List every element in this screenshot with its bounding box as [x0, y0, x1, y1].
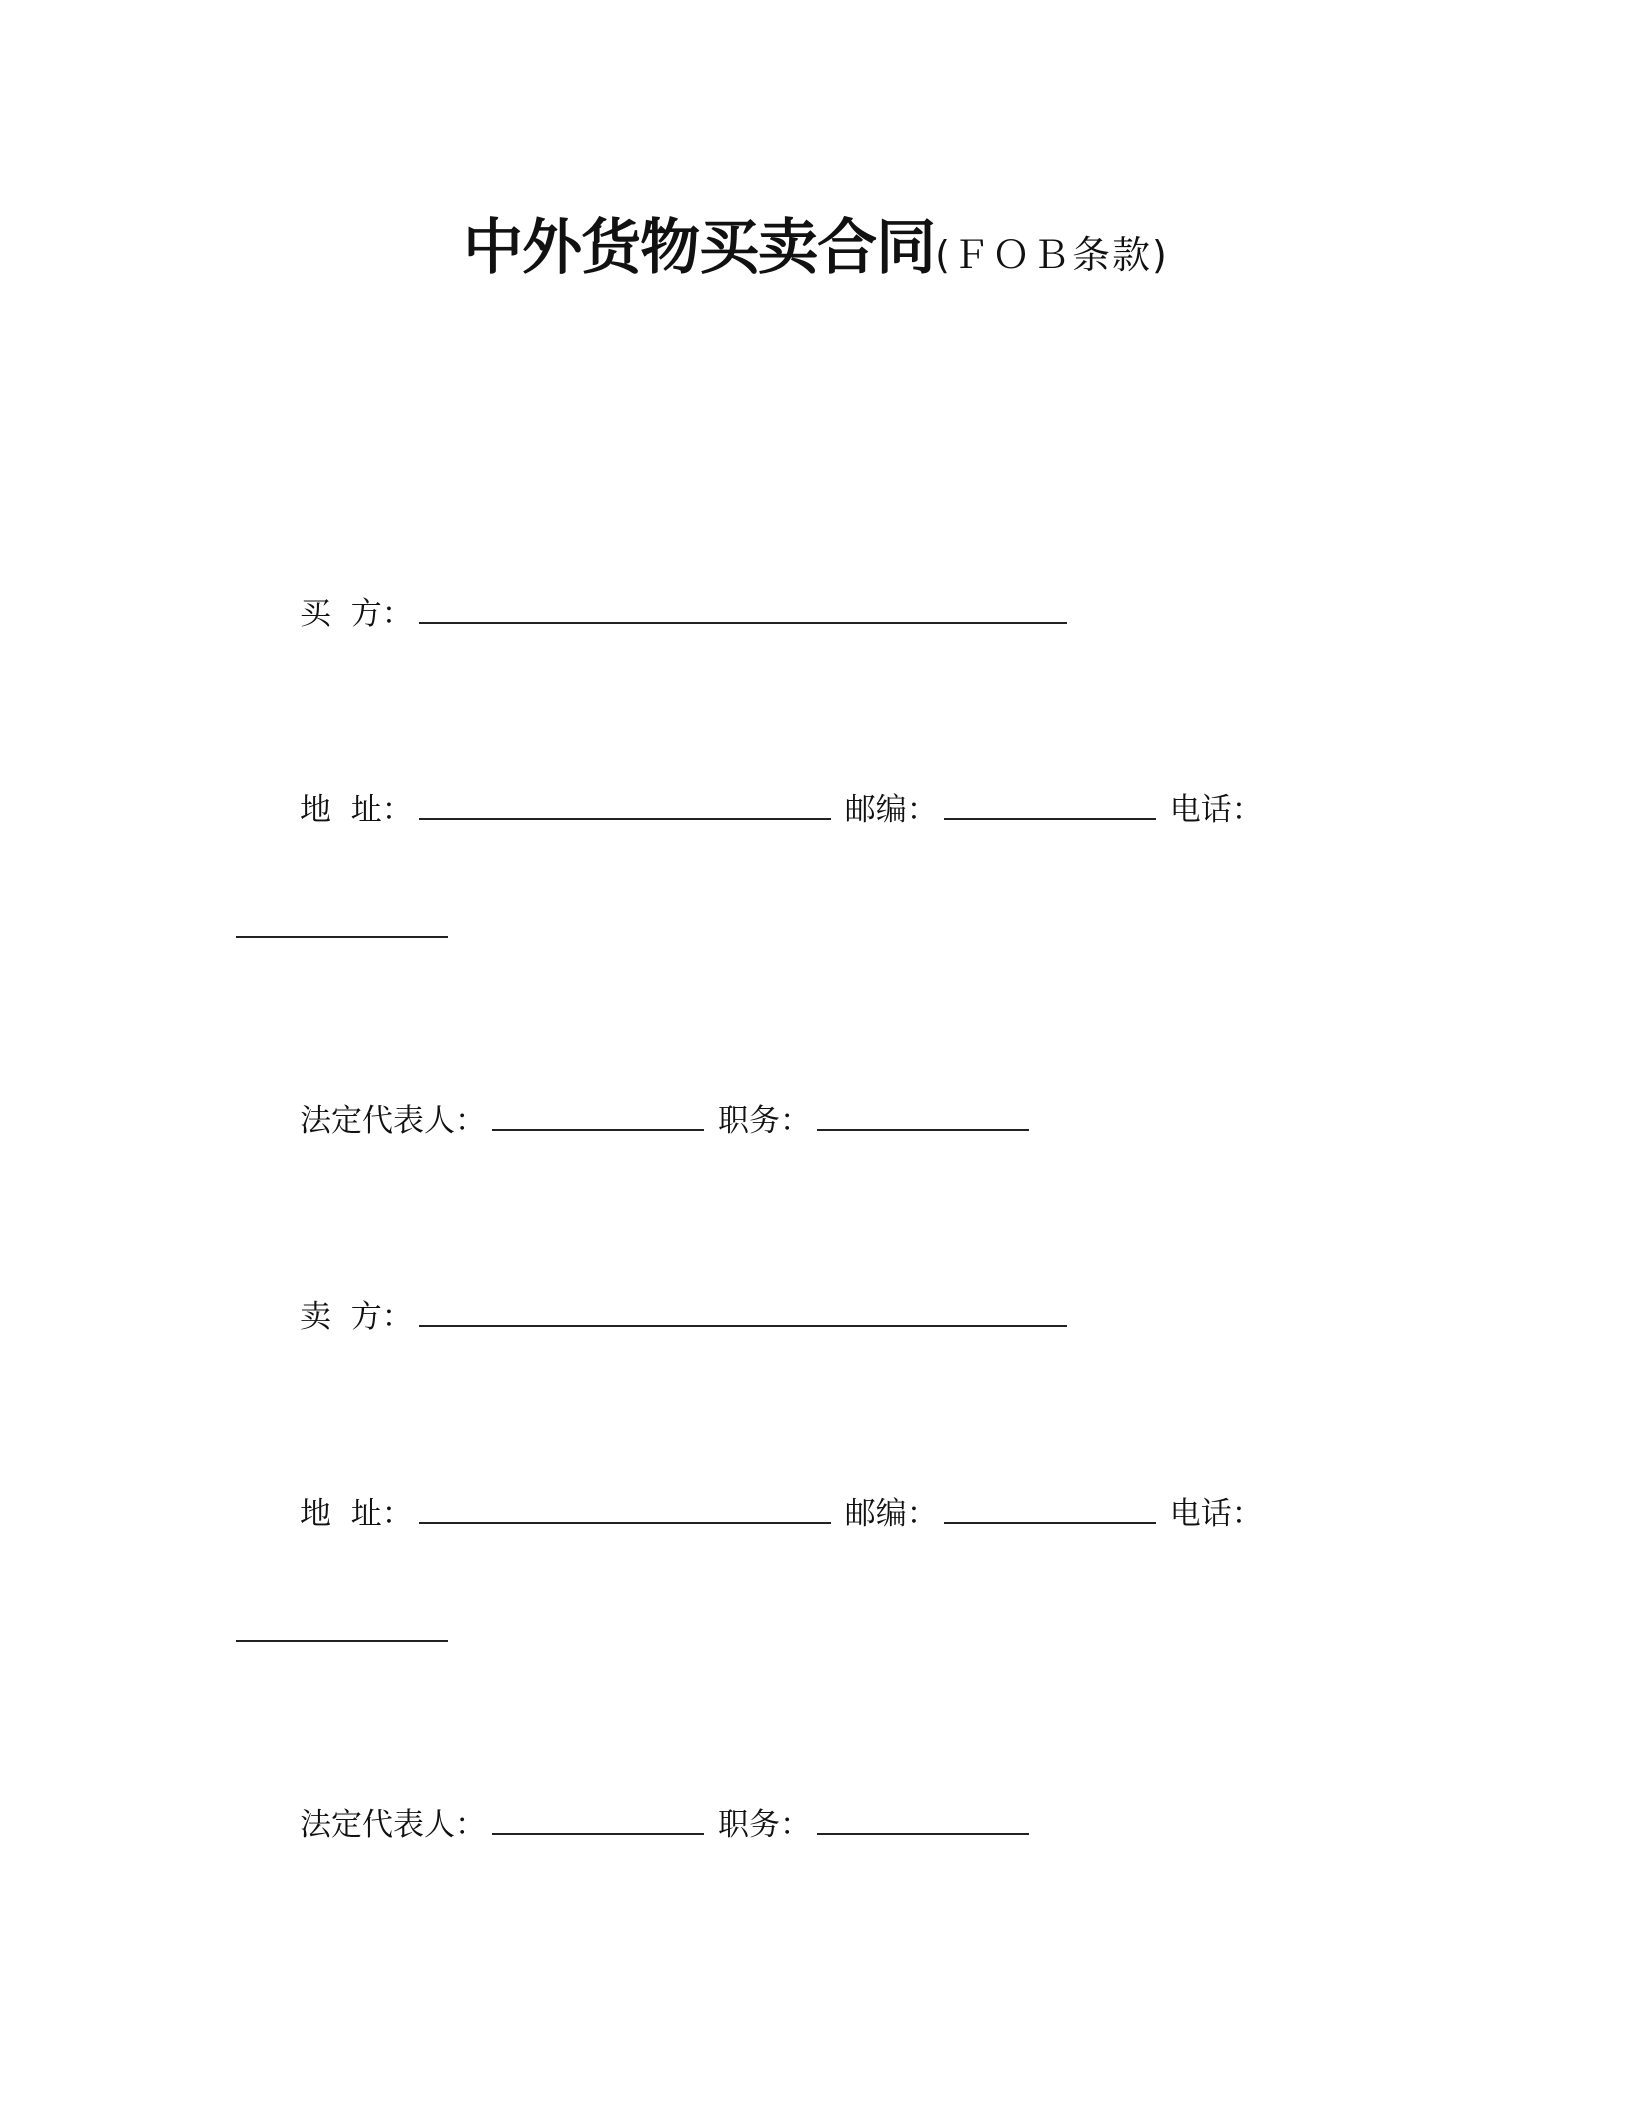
- seller-phone-blank[interactable]: [236, 1610, 448, 1642]
- seller-name-label: 卖 方：: [300, 1299, 413, 1335]
- seller-postcode-blank[interactable]: [944, 1492, 1156, 1524]
- buyer-address-line: [300, 788, 1263, 830]
- buyer-name-line: [300, 592, 1081, 634]
- buyer-position-label: 职务：: [718, 1103, 811, 1139]
- buyer-postcode-blank[interactable]: [944, 788, 1156, 820]
- seller-representative-line: [300, 1803, 1043, 1845]
- seller-address-blank[interactable]: [419, 1492, 831, 1524]
- seller-phone-label: 电话：: [1169, 1496, 1263, 1532]
- title-sub: (ＦＯＢ条款): [935, 233, 1169, 277]
- buyer-name-blank[interactable]: [419, 592, 1067, 624]
- buyer-postcode-label: 邮编：: [844, 792, 938, 828]
- seller-position-blank[interactable]: [817, 1803, 1029, 1835]
- buyer-name-label: 买 方：: [300, 596, 413, 632]
- seller-representative-blank[interactable]: [492, 1803, 704, 1835]
- seller-address-line: [300, 1492, 1263, 1534]
- seller-postcode-label: 邮编：: [844, 1496, 938, 1532]
- buyer-phone-blank[interactable]: [236, 906, 448, 938]
- buyer-representative-blank[interactable]: [492, 1099, 704, 1131]
- buyer-address-label: 地 址：: [300, 792, 413, 828]
- buyer-phone-line: [236, 906, 462, 948]
- seller-name-line: [300, 1295, 1081, 1337]
- buyer-representative-label: 法定代表人：: [300, 1103, 486, 1139]
- buyer-representative-line: [300, 1099, 1043, 1141]
- buyer-phone-label: 电话：: [1169, 792, 1263, 828]
- seller-representative-label: 法定代表人：: [300, 1807, 486, 1843]
- seller-name-blank[interactable]: [419, 1295, 1067, 1327]
- buyer-address-blank[interactable]: [419, 788, 831, 820]
- title-main: 中外货物买卖合同: [463, 213, 936, 283]
- buyer-position-blank[interactable]: [817, 1099, 1029, 1131]
- seller-address-label: 地 址：: [300, 1496, 413, 1532]
- document-title: [0, 200, 1632, 286]
- seller-position-label: 职务：: [718, 1807, 811, 1843]
- seller-phone-line: [236, 1610, 462, 1652]
